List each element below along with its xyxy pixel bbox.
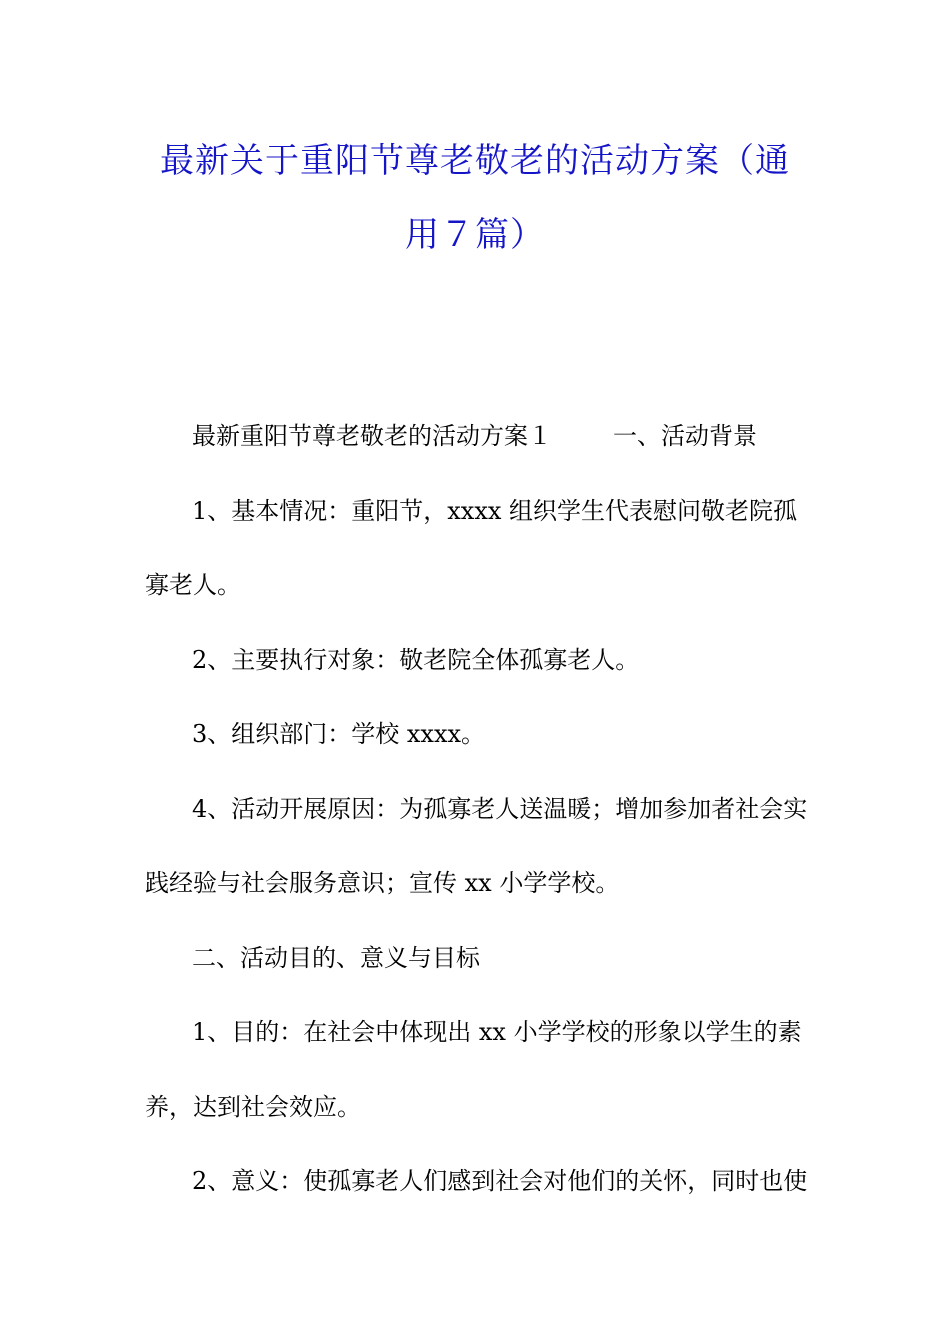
paragraph-line: 1、基本情况：重阳节，xxxx 组织学生代表慰问敬老院孤 xyxy=(192,497,798,525)
section-heading: 二、活动目的、意义与目标 xyxy=(192,944,480,972)
paragraph-line: 养，达到社会效应。 xyxy=(145,1093,361,1121)
paragraph-line: 2、意义：使孤寡老人们感到社会对他们的关怀，同时也使 xyxy=(192,1167,808,1195)
paragraph-line: 3、组织部门：学校 xxxx。 xyxy=(192,720,486,748)
document-title-line-2: 用７篇） xyxy=(405,215,545,255)
document-title-line-1: 最新关于重阳节尊老敬老的活动方案（通 xyxy=(160,141,790,181)
paragraph-line: 4、活动开展原因：为孤寡老人送温暖；增加参加者社会实 xyxy=(192,795,808,823)
paragraph-line: 践经验与社会服务意识；宣传 xx 小学学校。 xyxy=(145,869,620,897)
paragraph-heading-line: 最新重阳节尊老敬老的活动方案１ 一、活动背景 xyxy=(192,422,758,450)
paragraph-line: 2、主要执行对象：敬老院全体孤寡老人。 xyxy=(192,646,640,674)
paragraph-line: 寡老人。 xyxy=(145,571,241,599)
paragraph-line: 1、目的：在社会中体现出 xx 小学学校的形象以学生的素 xyxy=(192,1018,802,1046)
